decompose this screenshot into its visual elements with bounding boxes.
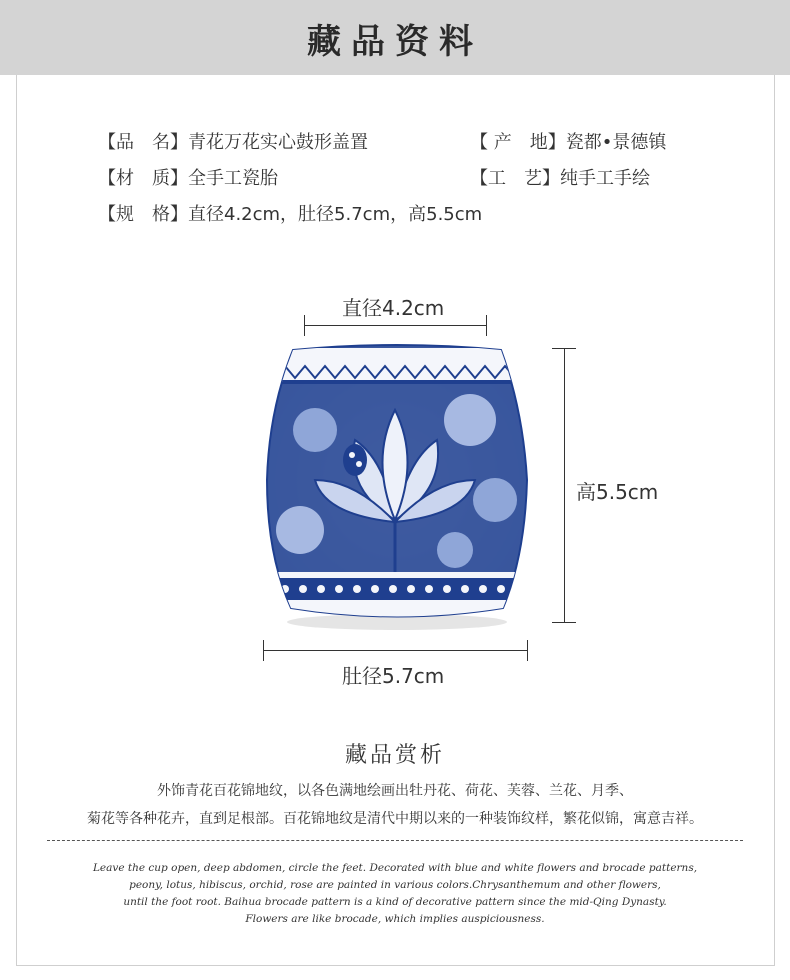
description-zh-line1: 外饰青花百花锦地纹，以各色满地绘画出牡丹花、荷花、芙蓉、兰花、月季、 [157,783,633,799]
page-title: 藏品资料 [307,22,483,62]
height-tick-top [552,348,576,349]
spec-origin-value: 瓷都•景德镇 [565,132,667,153]
section-title-appreciation: 藏品赏析 [344,743,445,768]
spec-material [98,164,278,190]
description-en-line4: Flowers are like brocade, which implies auspiciousness. [245,913,545,925]
spec-origin-label: 【 产 地】 [470,132,566,153]
height-line [564,348,565,623]
spec-craft-label: 【工 艺】 [470,168,560,189]
blue-white-drum-vase-image [255,340,540,635]
spec-craft-value: 纯手工手绘 [560,168,650,189]
spec-material-value: 全手工瓷胎 [188,168,278,189]
belly-diameter-line [263,650,528,651]
height-label: 高5.5cm [576,480,659,504]
top-diameter-tick-right [486,315,487,336]
spec-name-value: 青花万花实心鼓形盖置 [188,132,368,153]
spec-name [98,128,368,154]
belly-diameter-tick-left [263,640,264,661]
spec-craft [470,164,650,190]
description-zh-line2: 菊花等各种花卉，直到足根部。百花锦地纹是清代中期以来的一种装饰纹样，繁花似锦，寓意吉祥。 [87,811,703,827]
top-diameter-label: 直径4.2cm [342,296,445,320]
top-diameter-tick-left [304,315,305,336]
height-tick-bottom [552,622,576,623]
belly-diameter-tick-right [527,640,528,661]
dashed-divider [47,840,743,841]
description-en-line2: peony, lotus, hibiscus, orchid, rose are painted in various colors.Chrysanthemum and other flowers, [129,879,661,891]
spec-material-label: 【材 质】 [98,168,188,189]
spec-size-value: 直径4.2cm，肚径5.7cm，高5.5cm [188,204,483,225]
header-bar [0,0,790,75]
spec-name-label: 【品 名】 [98,132,188,153]
top-diameter-line [304,325,487,326]
belly-diameter-label: 肚径5.7cm [342,664,445,688]
spec-origin [470,128,666,154]
description-en-line1: Leave the cup open, deep abdomen, circle the feet. Decorated with blue and white flowers and brocade patterns, [92,862,698,874]
description-en-line3: until the foot root. Baihua brocade pattern is a kind of decorative pattern since the mid-Qing Dynasty. [123,896,667,908]
spec-size-label: 【规 格】 [98,204,188,225]
spec-size [98,200,482,226]
